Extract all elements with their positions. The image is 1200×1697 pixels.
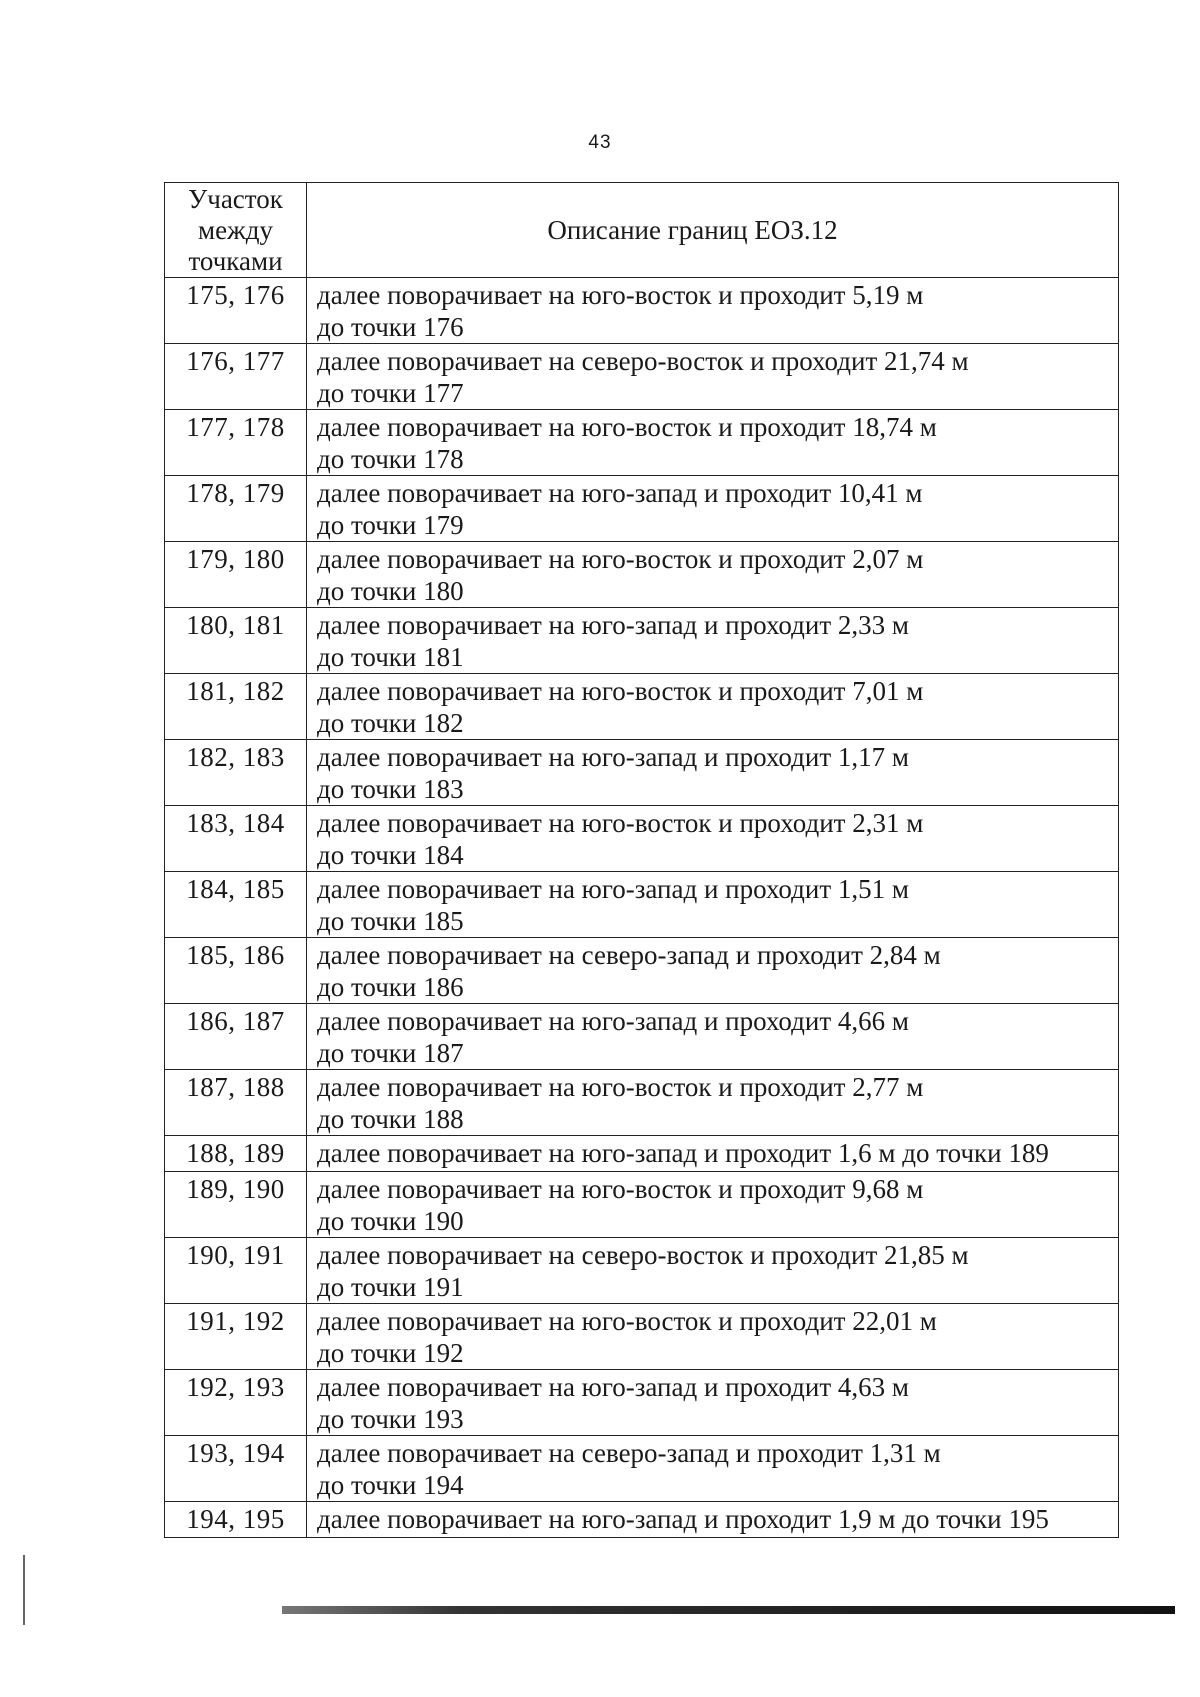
description-cell <box>307 1136 1119 1172</box>
description-line: до точки 185 <box>317 906 464 936</box>
table-row <box>165 278 1119 344</box>
table-row <box>165 1136 1119 1172</box>
table-row <box>165 1004 1119 1070</box>
segment-cell: 180, 181 <box>165 608 307 674</box>
segment-header-line: Участок <box>188 183 283 214</box>
footer-rule <box>282 1606 1175 1614</box>
description-line: далее поворачивает на юго-восток и проходит 2,77 м <box>317 1072 924 1102</box>
description-cell <box>307 1370 1119 1436</box>
segment-cell: 192, 193 <box>165 1370 307 1436</box>
table-row <box>165 740 1119 806</box>
table-row <box>165 542 1119 608</box>
description-cell <box>307 872 1119 938</box>
description-line: до точки 192 <box>317 1338 464 1368</box>
segment-cell: 181, 182 <box>165 674 307 740</box>
table-row <box>165 674 1119 740</box>
description-line: далее поворачивает на юго-запад и проходит 1,51 м <box>317 874 909 904</box>
description-cell <box>307 1304 1119 1370</box>
description-line: до точки 193 <box>317 1404 464 1434</box>
segment-cell: 186, 187 <box>165 1004 307 1070</box>
segment-header-line: точками <box>188 245 283 276</box>
segment-cell: 178, 179 <box>165 476 307 542</box>
segment-cell: 184, 185 <box>165 872 307 938</box>
description-cell <box>307 1070 1119 1136</box>
description-line: далее поворачивает на юго-восток и проходит 7,01 м <box>317 676 924 706</box>
description-line: до точки 180 <box>317 576 464 606</box>
description-cell <box>307 938 1119 1004</box>
table-header-row <box>165 183 1119 278</box>
table-row <box>165 872 1119 938</box>
description-line: до точки 190 <box>317 1206 464 1236</box>
table-row <box>165 1436 1119 1502</box>
description-line: до точки 184 <box>317 840 464 870</box>
table-body <box>165 278 1119 1538</box>
description-line: далее поворачивает на юго-восток и проходит 22,01 м <box>317 1306 937 1336</box>
segment-cell: 182, 183 <box>165 740 307 806</box>
description-column-header: Описание границ ЕОЗ.12 <box>307 183 1119 278</box>
description-line: далее поворачивает на северо-восток и проходит 21,74 м <box>317 346 969 376</box>
table-row <box>165 1304 1119 1370</box>
segment-cell: 176, 177 <box>165 344 307 410</box>
description-line: до точки 191 <box>317 1272 464 1302</box>
description-line: до точки 177 <box>317 378 464 408</box>
description-line: до точки 181 <box>317 642 464 672</box>
segment-cell: 189, 190 <box>165 1172 307 1238</box>
description-line: далее поворачивает на юго-восток и проходит 2,31 м <box>317 808 924 838</box>
description-line: далее поворачивает на юго-восток и проходит 9,68 м <box>317 1174 924 1204</box>
segment-cell: 185, 186 <box>165 938 307 1004</box>
description-line: до точки 187 <box>317 1038 464 1068</box>
description-line: далее поворачивает на северо-запад и проходит 2,84 м <box>317 940 941 970</box>
description-cell <box>307 542 1119 608</box>
description-line: до точки 179 <box>317 510 464 540</box>
description-line: далее поворачивает на юго-запад и проходит 10,41 м <box>317 478 923 508</box>
description-line: далее поворачивает на юго-восток и проходит 5,19 м <box>317 280 924 310</box>
scan-margin-mark <box>23 1555 25 1625</box>
description-cell <box>307 410 1119 476</box>
table-row <box>165 608 1119 674</box>
segment-cell: 193, 194 <box>165 1436 307 1502</box>
description-line: далее поворачивает на юго-запад и проходит 2,33 м <box>317 610 909 640</box>
segment-cell: 177, 178 <box>165 410 307 476</box>
description-line: далее поворачивает на юго-восток и проходит 2,07 м <box>317 544 924 574</box>
table-row <box>165 344 1119 410</box>
description-line: до точки 186 <box>317 972 464 1002</box>
description-line: далее поворачивает на юго-восток и проходит 18,74 м <box>317 412 937 442</box>
table-row <box>165 410 1119 476</box>
description-cell <box>307 674 1119 740</box>
segment-cell: 179, 180 <box>165 542 307 608</box>
description-line: далее поворачивает на юго-запад и проходит 4,66 м <box>317 1006 909 1036</box>
table-row <box>165 938 1119 1004</box>
description-cell <box>307 1238 1119 1304</box>
table-row <box>165 1172 1119 1238</box>
description-cell <box>307 608 1119 674</box>
description-cell <box>307 1436 1119 1502</box>
description-cell <box>307 740 1119 806</box>
description-line: до точки 178 <box>317 444 464 474</box>
segment-cell: 183, 184 <box>165 806 307 872</box>
segment-cell: 190, 191 <box>165 1238 307 1304</box>
table-row <box>165 1370 1119 1436</box>
page-number: 43 <box>588 132 612 153</box>
description-cell <box>307 1172 1119 1238</box>
description-cell <box>307 476 1119 542</box>
description-line: далее поворачивает на юго-запад и проходит 1,9 м до точки 195 <box>317 1504 1049 1534</box>
description-line: далее поворачивает на северо-запад и проходит 1,31 м <box>317 1438 941 1468</box>
description-cell <box>307 1502 1119 1538</box>
table-row <box>165 1238 1119 1304</box>
boundary-description-table <box>164 182 1119 1538</box>
description-line: далее поворачивает на юго-запад и проходит 1,6 м до точки 189 <box>317 1138 1049 1168</box>
segment-cell: 187, 188 <box>165 1070 307 1136</box>
table-row <box>165 476 1119 542</box>
description-line: до точки 188 <box>317 1104 464 1134</box>
table-row <box>165 806 1119 872</box>
description-line: до точки 194 <box>317 1470 464 1500</box>
description-line: до точки 183 <box>317 774 464 804</box>
table-row <box>165 1502 1119 1538</box>
description-line: далее поворачивает на северо-восток и проходит 21,85 м <box>317 1240 969 1270</box>
description-cell <box>307 344 1119 410</box>
description-line: далее поворачивает на юго-запад и проходит 4,63 м <box>317 1372 909 1402</box>
description-line: далее поворачивает на юго-запад и проходит 1,17 м <box>317 742 909 772</box>
table-row <box>165 1070 1119 1136</box>
description-line: до точки 182 <box>317 708 464 738</box>
description-cell <box>307 278 1119 344</box>
segment-cell: 175, 176 <box>165 278 307 344</box>
segment-header-line: между <box>198 214 273 245</box>
segment-cell: 194, 195 <box>165 1502 307 1538</box>
segment-cell: 191, 192 <box>165 1304 307 1370</box>
description-cell <box>307 1004 1119 1070</box>
description-cell <box>307 806 1119 872</box>
segment-column-header <box>165 183 307 278</box>
segment-cell: 188, 189 <box>165 1136 307 1172</box>
description-line: до точки 176 <box>317 312 464 342</box>
